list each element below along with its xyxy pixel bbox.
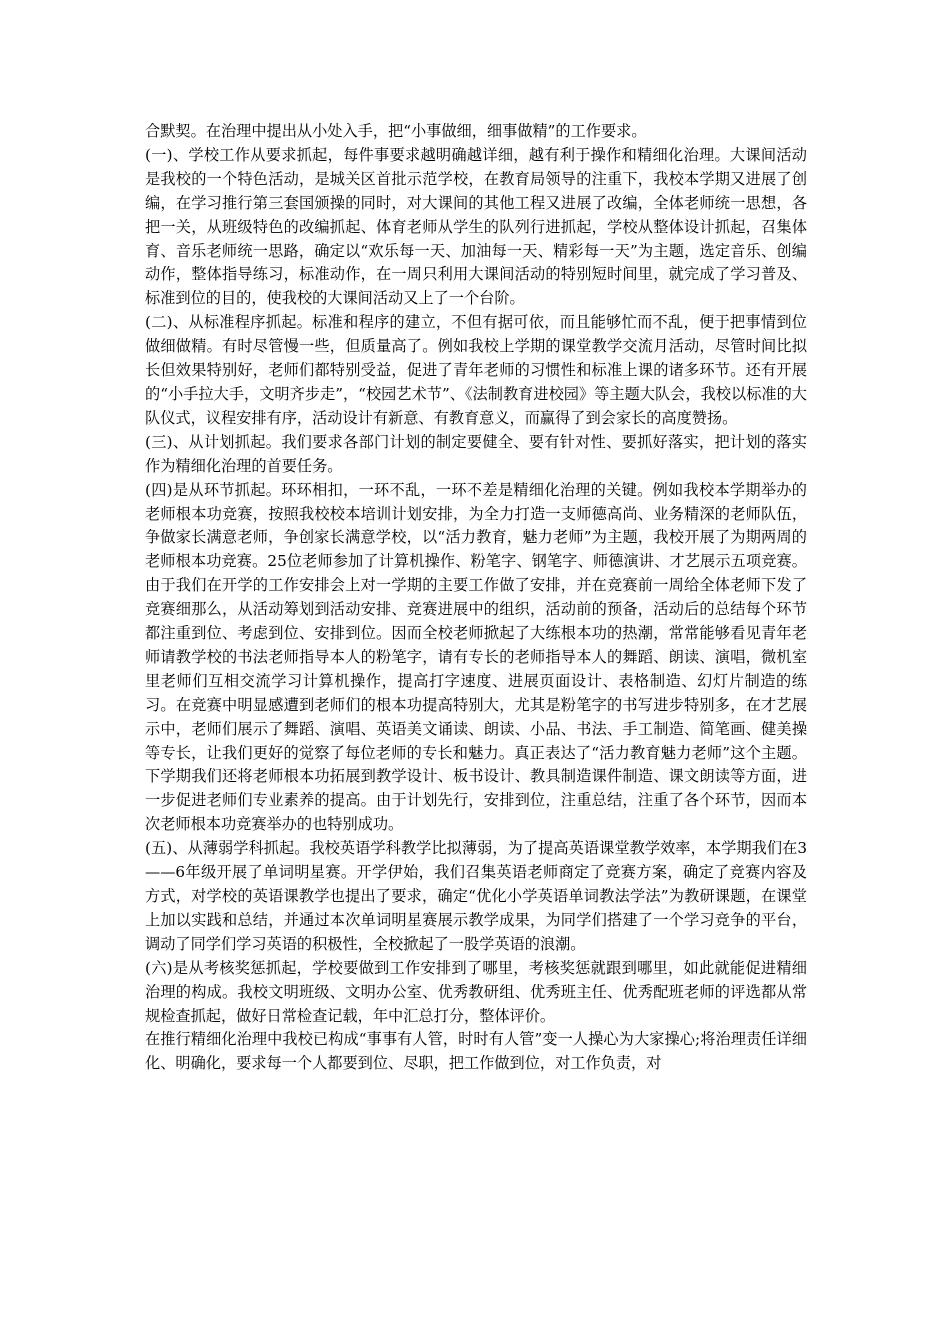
paragraph-section-5: (五)、从薄弱学科抓起。我校英语学科教学比拟薄弱，为了提高英语课堂教学效率，本学期我们在3——6年级开展了单词明星赛。开学伊始，我们召集英语老师商定了竞赛方案，确定了竞赛内容及方式，对学校的英语课教学也提出了要求，确定“优化小学英语单词教法学法”为教研课题，在课堂上加以实践和总结，并通过本次单词明星赛展示教学成果，为同学们搭建了一个学习竞争的平台，调动了同学们学习英语的积极性，全校掀起了一股学英语的浪潮。	[145, 839, 807, 953]
paragraph-section-1: (一)、学校工作从要求抓起，每件事要求越明确越详细，越有利于操作和精细化治理。大课间活动是我校的一个特色活动，是城关区首批示范学校，在教育局领导的注重下，我校本学期又进展了创编，在学习推行第三套国颁操的同时，对大课间的其他工程又进展了改编，全体老师统一思想，各把一关，从班级特色的改编抓起、体育老师从学生的队列行进抓起，学校从整体设计抓起，召集体育、音乐老师统一思路，确定以“欢乐每一天、加油每一天、精彩每一天”为主题，选定音乐、创编动作，整体指导练习，标准动作，在一周只利用大课间活动的特别短时间里，就完成了学习普及、标准到位的目的，使我校的大课间活动又上了一个台阶。	[145, 145, 807, 308]
paragraph-section-3: (三)、从计划抓起。我们要求各部门计划的制定要健全、要有针对性、要抓好落实，把计划的落实作为精细化治理的首要任务。	[145, 432, 807, 475]
paragraph-section-4: (四)是从环节抓起。环环相扣，一环不乱，一环不差是精细化治理的关键。例如我校本学期举办的老师根本功竞赛，按照我校校本培训计划安排，为全力打造一支师德高尚、业务精深的老师队伍，争做家长满意老师，争创家长满意学校，以“活力教育，魅力老师”为主题，我校开展了为期两周的老师根本功竞赛。25位老师参加了计算机操作、粉笔字、钢笔字、师德演讲、才艺展示五项竞赛。由于我们在开学的工作安排会上对一学期的主要工作做了安排，并在竞赛前一周给全体老师下发了竞赛细那么，从活动筹划到活动安排、竞赛进展中的组织，活动前的预备，活动后的总结每个环节都注重到位、考虑到位、安排到位。因而全校老师掀起了大练根本功的热潮，常常能够看见青年老师请教学校的书法老师指导本人的粉笔字，请有专长的老师指导本人的舞蹈、朗读、演唱，微机室里老师们互相交流学习计算机操作，提高打字速度、进展页面设计、表格制造、幻灯片制造的练习。在竞赛中明显感遭到老师们的根本功提高特别大，尤其是粉笔字的书写进步特别多，在才艺展示中，老师们展示了舞蹈、演唱、英语美文诵读、朗读、小品、书法、手工制造、简笔画、健美操等专长，让我们更好的觉察了每位老师的专长和魅力。真正表达了“活力教育魅力老师”这个主题。下学期我们还将老师根本功拓展到教学设计、板书设计、教具制造课件制造、课文朗读等方面，进一步促进老师们专业素养的提高。由于计划先行，安排到位，注重总结，注重了各个环节，因而本次老师根本功竞赛举办的也特别成功。	[145, 480, 807, 834]
paragraph-intro: 合默契。在治理中提出从小处入手，把“小事做细，细事做精”的工作要求。	[145, 122, 647, 140]
document-body	[145, 120, 807, 1076]
paragraph-closing: 在推行精细化治理中我校已构成“事事有人管，时时有人管”变一人操心为大家操心;将治理责任详细化、明确化，要求每一个人都要到位、尽职，把工作做到位，对工作负责，对	[145, 1030, 807, 1073]
paragraph-section-2: (二)、从标准程序抓起。标准和程序的建立，不但有据可依，而且能够忙而不乱，便于把事情到位做细做精。有时尽管慢一些，但质量高了。例如我校上学期的课堂教学交流月活动，尽管时间比拟长但效果特别好，老师们都特别受益，促进了青年老师的习惯性和标准上课的诸多环节。还有开展的“小手拉大手，文明齐步走”，“校园艺术节”、《法制教育进校园》等主题大队会，我校以标准的大队仪式，议程安排有序，活动设计有新意、有教育意义，而赢得了到会家长的高度赞扬。	[145, 313, 807, 427]
paragraph-section-6: (六)是从考核奖惩抓起，学校要做到工作安排到了哪里，考核奖惩就跟到哪里，如此就能促进精细治理的构成。我校文明班级、文明办公室、优秀教研组、优秀班主任、优秀配班老师的评选都从常规检查抓起，做好日常检查记载，年中汇总打分，整体评价。	[145, 958, 807, 1025]
